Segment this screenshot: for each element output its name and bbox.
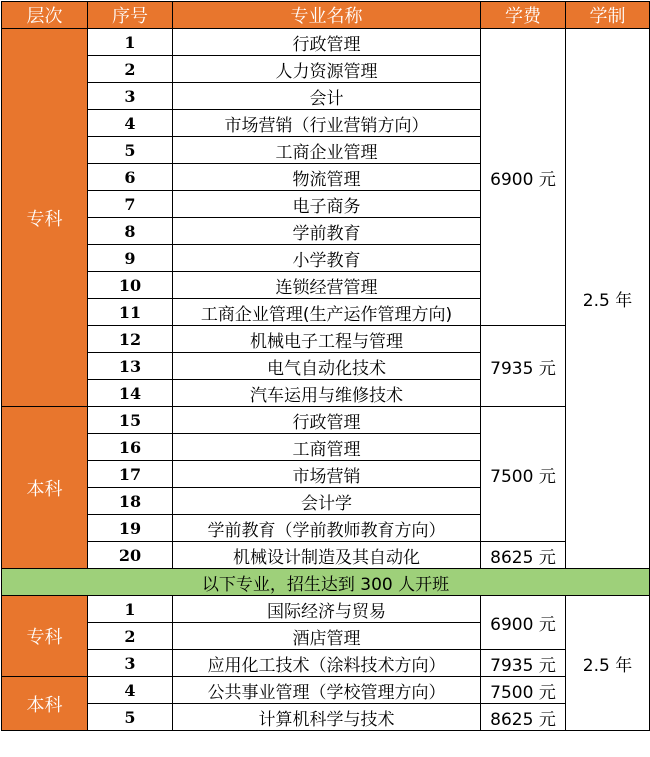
header-level: 层次 bbox=[2, 2, 88, 29]
major-name: 汽车运用与维修技术 bbox=[173, 380, 481, 407]
row-number: 10 bbox=[88, 272, 173, 299]
level-cell-zhuanke: 专科 bbox=[2, 29, 88, 407]
row-number: 3 bbox=[88, 83, 173, 110]
banner-row bbox=[2, 569, 650, 596]
fee-cell: 8625 元 bbox=[481, 542, 566, 569]
row-number: 16 bbox=[88, 434, 173, 461]
major-name: 机械电子工程与管理 bbox=[173, 326, 481, 353]
major-name: 机械设计制造及其自动化 bbox=[173, 542, 481, 569]
level-cell-zhuanke: 专科 bbox=[2, 596, 88, 677]
major-name: 国际经济与贸易 bbox=[173, 596, 481, 623]
major-name: 连锁经营管理 bbox=[173, 272, 481, 299]
row-number: 14 bbox=[88, 380, 173, 407]
table-row bbox=[2, 29, 650, 56]
major-name: 会计 bbox=[173, 83, 481, 110]
row-number: 4 bbox=[88, 677, 173, 704]
row-number: 6 bbox=[88, 164, 173, 191]
table-row bbox=[2, 542, 650, 569]
fee-cell: 7500 元 bbox=[481, 407, 566, 542]
row-number: 2 bbox=[88, 623, 173, 650]
major-name: 会计学 bbox=[173, 488, 481, 515]
fee-cell: 7935 元 bbox=[481, 326, 566, 407]
header-major: 专业名称 bbox=[173, 2, 481, 29]
row-number: 5 bbox=[88, 704, 173, 731]
major-name: 计算机科学与技术 bbox=[173, 704, 481, 731]
row-number: 2 bbox=[88, 56, 173, 83]
row-number: 1 bbox=[88, 596, 173, 623]
row-number: 19 bbox=[88, 515, 173, 542]
major-name: 市场营销（行业营销方向） bbox=[173, 110, 481, 137]
major-name: 酒店管理 bbox=[173, 623, 481, 650]
major-name: 电气自动化技术 bbox=[173, 353, 481, 380]
major-name: 工商企业管理 bbox=[173, 137, 481, 164]
row-number: 11 bbox=[88, 299, 173, 326]
table-row bbox=[2, 596, 650, 623]
major-name: 行政管理 bbox=[173, 29, 481, 56]
majors-table bbox=[1, 1, 650, 731]
row-number: 4 bbox=[88, 110, 173, 137]
major-name: 应用化工技术（涂料技术方向） bbox=[173, 650, 481, 677]
table-row bbox=[2, 407, 650, 434]
row-number: 8 bbox=[88, 218, 173, 245]
major-name: 小学教育 bbox=[173, 245, 481, 272]
row-number: 5 bbox=[88, 137, 173, 164]
fee-cell: 7935 元 bbox=[481, 650, 566, 677]
fee-cell: 6900 元 bbox=[481, 29, 566, 326]
fee-cell: 8625 元 bbox=[481, 704, 566, 731]
major-name: 学前教育（学前教师教育方向） bbox=[173, 515, 481, 542]
row-number: 15 bbox=[88, 407, 173, 434]
major-name: 人力资源管理 bbox=[173, 56, 481, 83]
major-name: 电子商务 bbox=[173, 191, 481, 218]
row-number: 3 bbox=[88, 650, 173, 677]
major-name: 学前教育 bbox=[173, 218, 481, 245]
row-number: 13 bbox=[88, 353, 173, 380]
header-duration: 学制 bbox=[566, 2, 650, 29]
fee-cell: 6900 元 bbox=[481, 596, 566, 650]
table-row bbox=[2, 650, 650, 677]
banner-text: 以下专业，招生达到 300 人开班 bbox=[2, 569, 650, 596]
row-number: 12 bbox=[88, 326, 173, 353]
major-name: 物流管理 bbox=[173, 164, 481, 191]
fee-cell: 7500 元 bbox=[481, 677, 566, 704]
major-name: 行政管理 bbox=[173, 407, 481, 434]
header-fee: 学费 bbox=[481, 2, 566, 29]
header-row bbox=[2, 2, 650, 29]
table-row bbox=[2, 704, 650, 731]
major-name: 工商管理 bbox=[173, 434, 481, 461]
level-cell-benke: 本科 bbox=[2, 677, 88, 731]
row-number: 17 bbox=[88, 461, 173, 488]
duration-cell: 2.5 年 bbox=[566, 29, 650, 569]
major-name: 公共事业管理（学校管理方向） bbox=[173, 677, 481, 704]
major-name: 市场营销 bbox=[173, 461, 481, 488]
duration-cell: 2.5 年 bbox=[566, 596, 650, 731]
row-number: 20 bbox=[88, 542, 173, 569]
level-cell-benke: 本科 bbox=[2, 407, 88, 569]
major-name: 工商企业管理(生产运作管理方向) bbox=[173, 299, 481, 326]
row-number: 18 bbox=[88, 488, 173, 515]
header-no: 序号 bbox=[88, 2, 173, 29]
table-row bbox=[2, 677, 650, 704]
row-number: 1 bbox=[88, 29, 173, 56]
row-number: 9 bbox=[88, 245, 173, 272]
table-row bbox=[2, 326, 650, 353]
row-number: 7 bbox=[88, 191, 173, 218]
